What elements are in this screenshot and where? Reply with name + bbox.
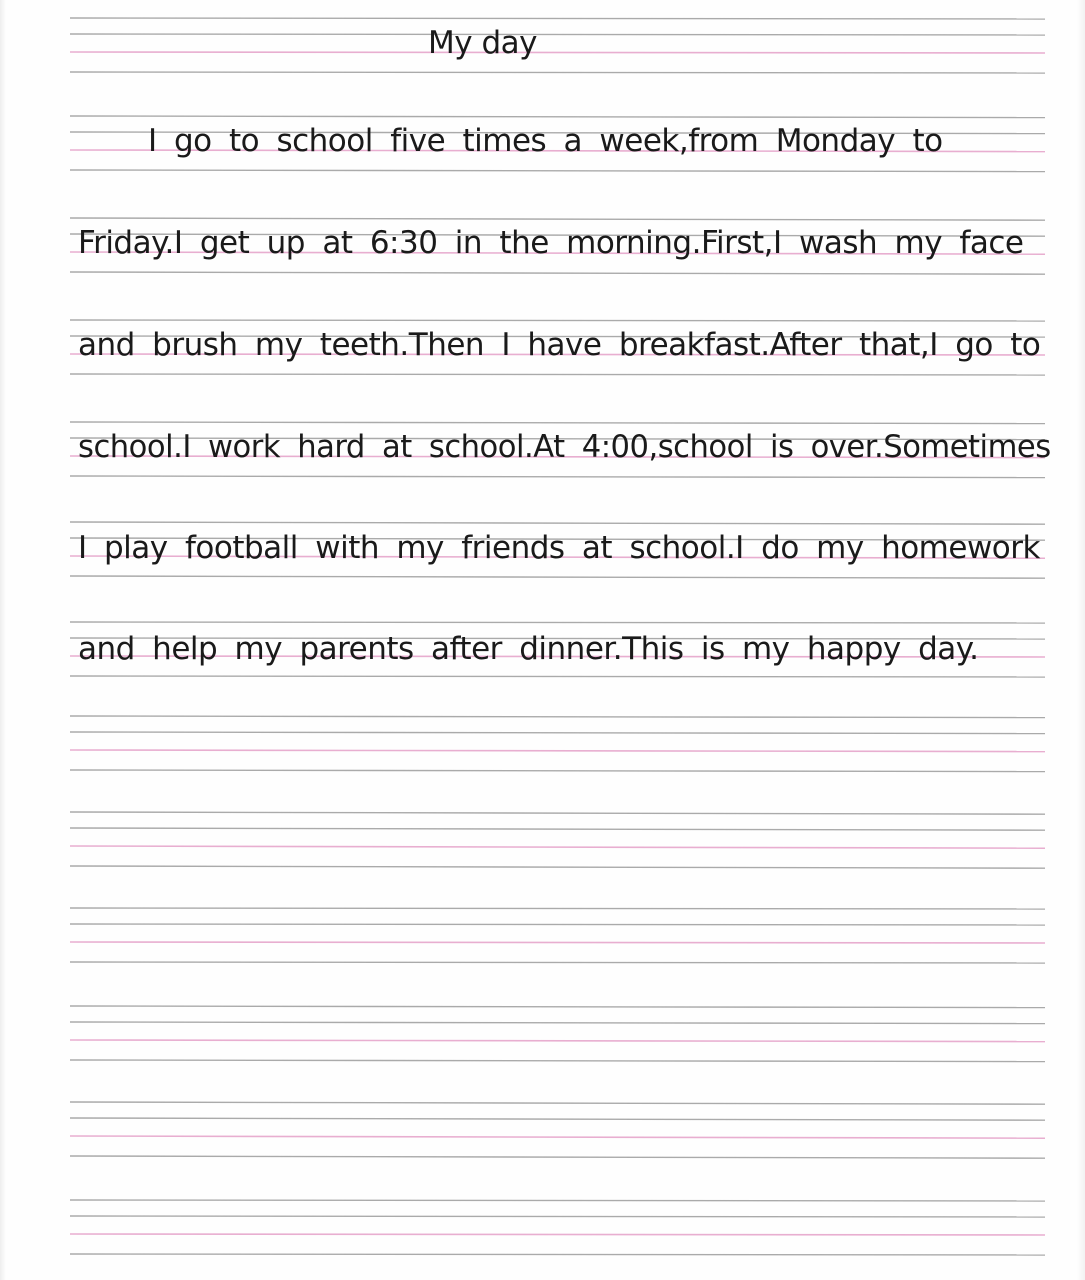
rule-line-42	[70, 1022, 1045, 1024]
rule-line-8	[70, 170, 1045, 172]
essay-line-6: and help my parents after dinner.This is my happy day.	[78, 631, 979, 667]
rule-line-32	[70, 770, 1045, 772]
rule-line-3	[70, 52, 1045, 53]
rule-line-2	[70, 34, 1045, 35]
essay-line-1: I go to school five times a week,from Monday to	[148, 123, 943, 159]
rule-line-37	[70, 908, 1045, 909]
rule-line-20	[70, 476, 1045, 478]
rule-line-25	[70, 622, 1045, 623]
rule-line-12	[70, 272, 1045, 274]
rule-line-21	[70, 522, 1045, 524]
rule-line-34	[70, 828, 1045, 830]
rule-line-52	[70, 1254, 1045, 1255]
rule-line-38	[70, 924, 1045, 925]
rule-line-43	[70, 1040, 1045, 1042]
rule-line-50	[70, 1216, 1045, 1217]
rule-line-47	[70, 1136, 1045, 1138]
rule-line-24	[70, 576, 1045, 578]
rule-line-31	[70, 750, 1045, 752]
rule-line-51	[70, 1234, 1045, 1235]
rule-line-46	[70, 1118, 1045, 1120]
rule-line-13	[70, 320, 1045, 321]
rule-line-49	[70, 1200, 1045, 1201]
rule-line-41	[70, 1006, 1045, 1008]
rule-line-28	[70, 676, 1045, 677]
rule-line-45	[70, 1102, 1045, 1104]
rule-line-9	[70, 218, 1045, 220]
rule-line-35	[70, 846, 1045, 848]
essay-line-4: school.I work hard at school.At 4:00,school is over.Sometimes	[78, 429, 1051, 465]
rule-line-33	[70, 812, 1045, 814]
rule-line-5	[70, 116, 1045, 118]
essay-line-2: Friday.I get up at 6:30 in the morning.First,I wash my face	[78, 225, 1024, 261]
rule-line-4	[70, 72, 1045, 73]
essay-line-5: I play football with my friends at school.I do my homework	[78, 530, 1040, 566]
rule-line-36	[70, 866, 1045, 868]
rule-line-17	[70, 422, 1045, 424]
rule-line-40	[70, 962, 1045, 963]
essay-title: My day	[428, 25, 537, 61]
rule-line-1	[70, 18, 1045, 19]
rule-line-30	[70, 732, 1045, 734]
rule-line-16	[70, 374, 1045, 375]
rule-line-29	[70, 716, 1045, 718]
rule-line-48	[70, 1156, 1045, 1158]
rule-line-39	[70, 942, 1045, 943]
rule-line-44	[70, 1060, 1045, 1062]
essay-line-3: and brush my teeth.Then I have breakfast.After that,I go to	[78, 327, 1041, 363]
